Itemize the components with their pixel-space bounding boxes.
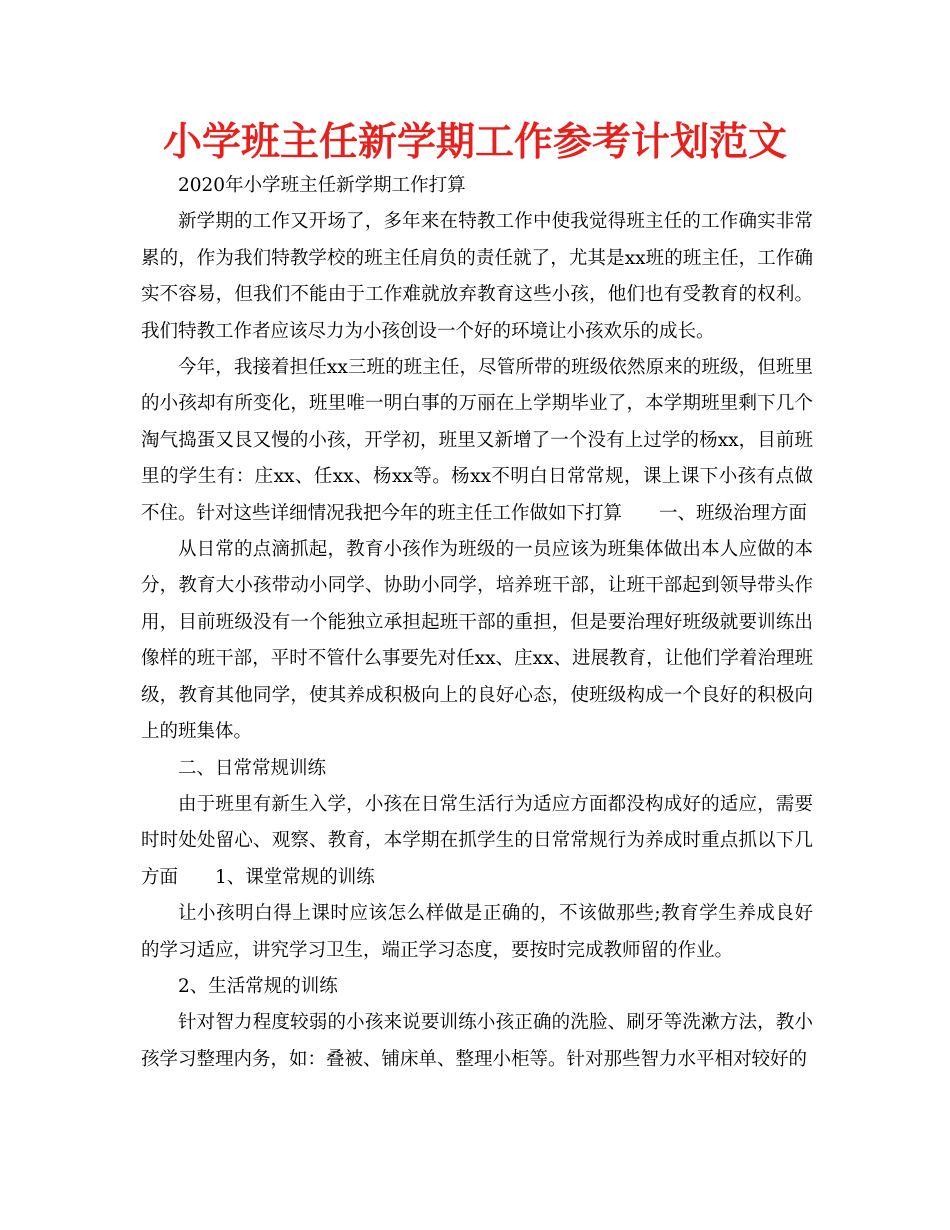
body-paragraph: 从日常的点滴抓起，教育小孩作为班级的一员应该为班集体做出本人应做的本分，教育大小孩带动小同学、协助小同学，培养班干部，让班干部起到领导带头作用，目前班级没有一个能独立承担起班干部的重担，但是要治理好班级就要训练出像样的班干部，平时不管什么事要先对任xx、庄xx、进展教育，让他们学着治理班级，教育其他同学，使其养成积极向上的良好心态，使班级构成一个良好的积极向上的班集体。	[141, 539, 813, 743]
section-heading: 二、日常常规训练	[178, 757, 327, 779]
body-paragraph: 新学期的工作又开场了，多年来在特教工作中使我觉得班主任的工作确实非常累的，作为我们特教学校的班主任肩负的责任就了，尤其是xx班的班主任，工作确实不容易，但我们不能由于工作难就放弃教育这些小孩，他们也有受教育的权利。我们特教工作者应该尽力为小孩创设一个好的环境让小孩欢乐的成长。	[141, 211, 813, 342]
subtitle-paragraph: 2020年小学班主任新学期工作打算	[178, 175, 466, 196]
document-title: 小学班主任新学期工作参考计划范文	[162, 120, 787, 165]
body-paragraph: 让小孩明白得上课时应该怎么样做是正确的，不该做那些;教育学生养成良好的学习适应，讲究学习卫生，端正学习态度，要按时完成教师留的作业。	[141, 903, 813, 961]
body-paragraph: 针对智力程度较弱的小孩来说要训练小孩正确的洗脸、刷牙等洗漱方法，教小孩学习整理内务，如：叠被、铺床单、整理小柜等。针对那些智力水平相对较好的	[141, 1012, 813, 1070]
body-paragraph: 由于班里有新生入学，小孩在日常生活行为适应方面都没构成好的适应，需要时时处处留心、观察、教育，本学期在抓学生的日常常规行为养成时重点抓以下几方面 1、课堂常规的训练	[141, 793, 813, 888]
document-body	[141, 168, 813, 1078]
section-heading: 2、生活常规的训练	[178, 975, 338, 997]
body-paragraph: 今年，我接着担任xx三班的班主任，尽管所带的班级依然原来的班级，但班里的小孩却有所变化，班里唯一明白事的万丽在上学期毕业了，本学期班里剩下几个淘气捣蛋又艮又慢的小孩，开学初，班里又新增了一个没有上过学的杨xx，目前班里的学生有：庄xx、任xx、杨xx等。杨xx不明白日常常规，课上课下小孩有点做不住。针对这些详细情况我把今年的班主任工作做如下打算 一、班级治理方面	[141, 357, 813, 524]
